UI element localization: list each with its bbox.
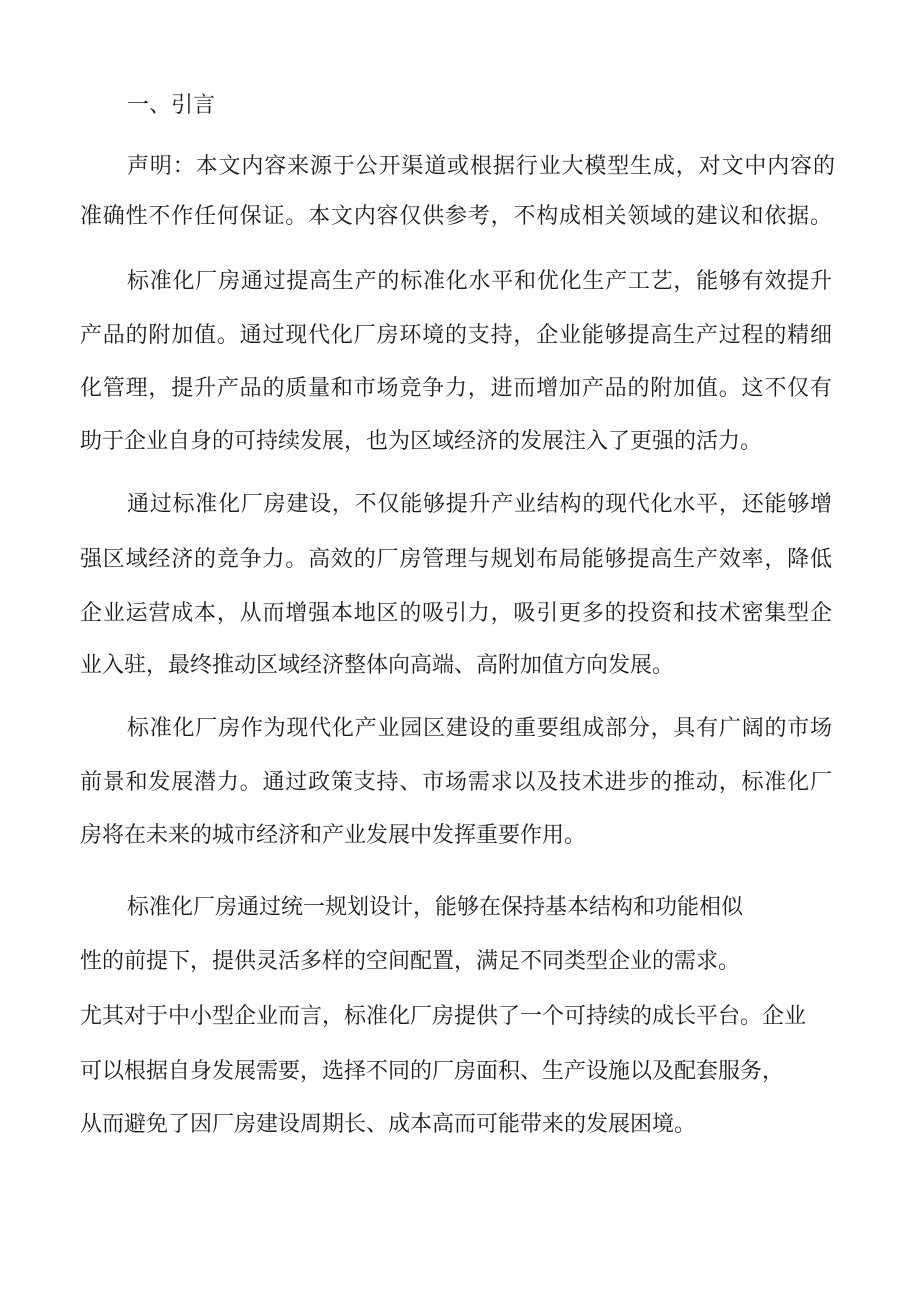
paragraph-line: 强区域经济的竞争力。高效的厂房管理与规划布局能够提高生产效率，降低 — [80, 547, 832, 572]
paragraph-line: 声明：本文内容来源于公开渠道或根据行业大模型生成，对文中内容的 — [127, 154, 835, 179]
paragraph-line: 从而避免了因厂房建设周期长、成本高而可能带来的发展困境。 — [80, 1112, 697, 1137]
paragraph-line: 准确性不作任何保证。本文内容仅供参考，不构成相关领域的建议和依据。 — [80, 204, 832, 229]
paragraph-line: 可以根据自身发展需要，选择不同的厂房面积、生产设施以及配套服务， — [80, 1059, 785, 1084]
paragraph-line: 产品的附加值。通过现代化厂房环境的支持，企业能够提高生产过程的精细 — [80, 323, 832, 348]
paragraph-line: 标准化厂房作为现代化产业园区建设的重要组成部分，具有广阔的市场 — [127, 716, 832, 741]
paragraph-line: 标准化厂房通过提高生产的标准化水平和优化生产工艺，能够有效提升 — [127, 269, 832, 294]
paragraph-line: 尤其对于中小型企业而言，标准化厂房提供了一个可持续的成长平台。企业 — [80, 1004, 807, 1029]
paragraph-line: 标准化厂房通过统一规划设计，能够在保持基本结构和功能相似 — [127, 895, 744, 920]
paragraph-line: 助于企业自身的可持续发展，也为区域经济的发展注入了更强的活力。 — [80, 429, 763, 454]
section-heading: 一、引言 — [127, 93, 216, 118]
paragraph-line: 企业运营成本，从而增强本地区的吸引力，吸引更多的投资和技术密集型企 — [80, 601, 832, 626]
paragraph-line: 房将在未来的城市经济和产业发展中发挥重要作用。 — [80, 823, 587, 848]
paragraph-line: 业入驻，最终推动区域经济整体向高端、高附加值方向发展。 — [80, 653, 675, 678]
paragraph-line: 前景和发展潜力。通过政策支持、市场需求以及技术进步的推动，标准化厂 — [80, 770, 832, 795]
paragraph-line: 性的前提下，提供灵活多样的空间配置，满足不同类型企业的需求。 — [80, 949, 741, 974]
paragraph-line: 通过标准化厂房建设，不仅能够提升产业结构的现代化水平，还能够增 — [127, 492, 832, 517]
paragraph-line: 化管理，提升产品的质量和市场竞争力，进而增加产品的附加值。这不仅有 — [80, 376, 832, 401]
